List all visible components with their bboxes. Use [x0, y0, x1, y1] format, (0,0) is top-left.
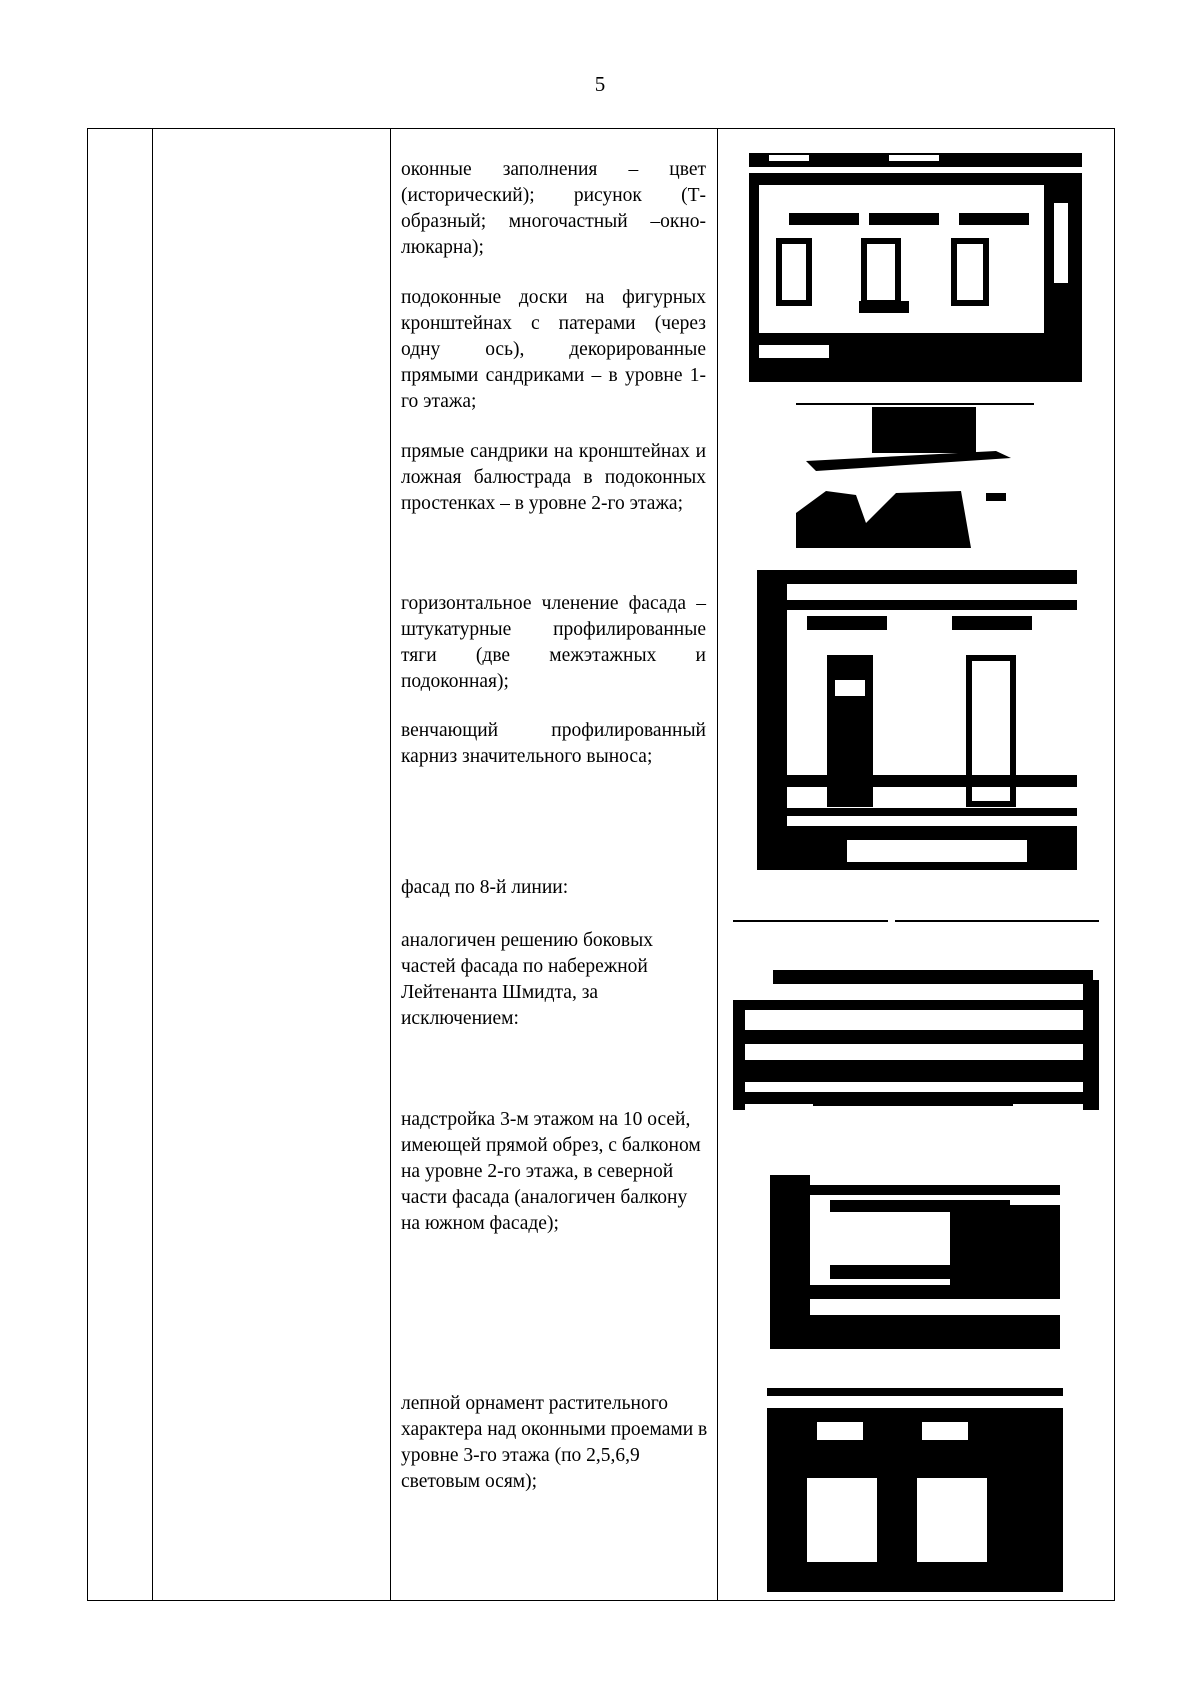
- entry-crowning-cornice: венчающий профилированный карниз значительного выноса;: [401, 720, 706, 767]
- page-number: 5: [594, 72, 606, 96]
- stucco-ornament-photo: [767, 1380, 1063, 1592]
- entry-horizontal-division: горизонтальное членение фасада – штукатурные профилированные тяги (две межэтажных и подоконная);: [401, 593, 706, 692]
- facade-windows-photo: [749, 153, 1082, 382]
- entry-window-boards-1st-floor: подоконные доски на фигурных кронштейнах с патерами (через одну ось), декорированные прямыми сандриками – в уровне 1-го этажа;: [401, 287, 706, 412]
- sandrik-detail-photo: [796, 403, 1034, 548]
- entry-sandriks-2nd-floor: прямые сандрики на кронштейнах и ложная балюстрада в подоконных простенках – в уровне 2-го этажа;: [401, 441, 706, 514]
- entry-stucco-ornament: лепной орнамент растительного характера над оконными проемами в уровне 3-го этажа (по 2,5,6,9 световым осям);: [401, 1393, 708, 1492]
- column-divider-3: [717, 129, 718, 1600]
- entry-superstructure: надстройка 3-м этажом на 10 осей, имеющей прямой обрез, с балконом на уровне 2-го этажа, в северной части фасада (аналогичен балкону на южном фасаде);: [401, 1109, 701, 1234]
- column-divider-2: [390, 129, 391, 1600]
- entry-facade-8th-line: фасад по 8-й линии:: [401, 877, 569, 898]
- entry-similar-solution: аналогичен решению боковых частей фасада по набережной Лейтенанта Шмидта, за исключением:: [401, 930, 653, 1029]
- building-panorama-photo: [733, 920, 1099, 1125]
- balcony-photo: [770, 1145, 1060, 1349]
- entry-window-fillings: оконные заполнения – цвет (исторический); рисунок (Т-образный; многочастный –окно-люкарна);: [401, 159, 706, 258]
- column-divider-1: [152, 129, 153, 1600]
- window-bays-photo: [757, 570, 1077, 870]
